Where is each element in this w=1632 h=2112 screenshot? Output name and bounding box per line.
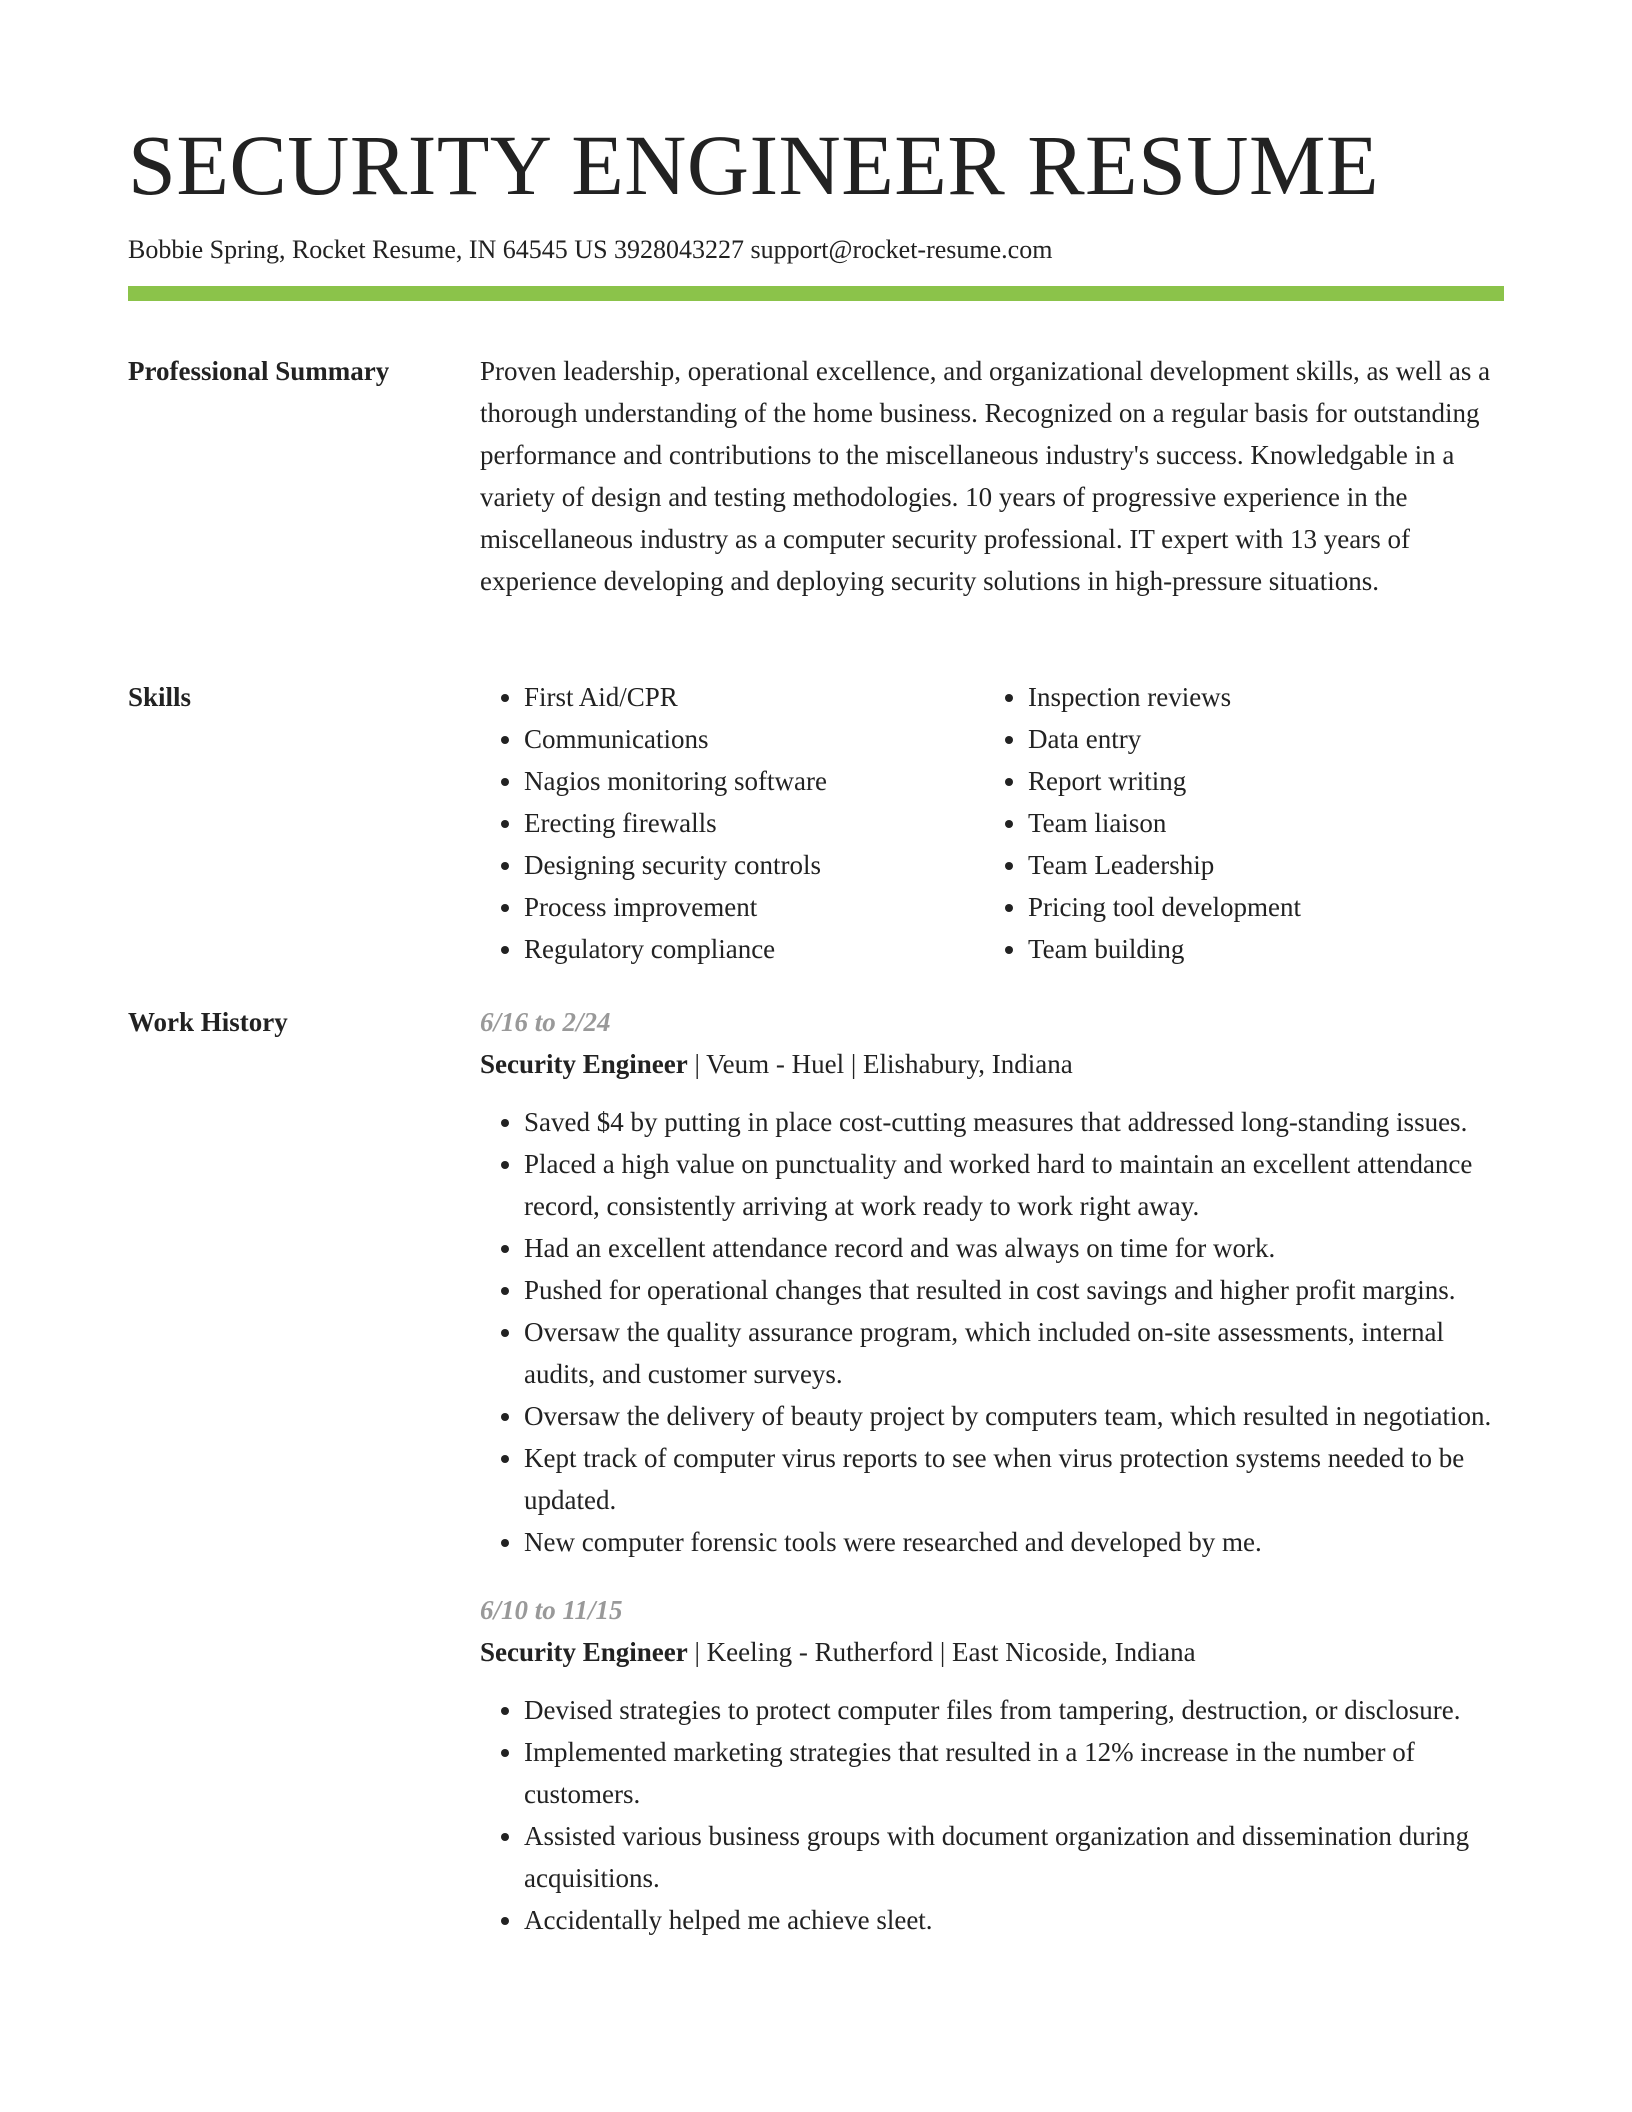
skills-list-left [480, 676, 984, 970]
skill-item: • Designing security controls [524, 844, 984, 886]
skill-item: • Team building [1028, 928, 1488, 970]
contact-line: Bobbie Spring, Rocket Resume, IN 64545 US 3928043227 support@rocket-resume.com [128, 235, 1053, 264]
resume-title: SECURITY ENGINEER RESUME [128, 117, 1380, 213]
job-bullet: • Implemented marketing strategies that resulted in a 12% increase in the number of customers. [524, 1731, 1504, 1815]
skill-item: • Team liaison [1028, 802, 1488, 844]
job-bullet-list [480, 1101, 1504, 1563]
skill-item: • Erecting firewalls [524, 802, 984, 844]
job-bullet: • Oversaw the delivery of beauty project by computers team, which resulted in negotiation. [524, 1395, 1504, 1437]
job-bullet: • Kept track of computer virus reports to see when virus protection systems needed to be updated. [524, 1437, 1504, 1521]
job-dates: 6/10 to 11/15 [480, 1595, 623, 1625]
job-bullet: • Accidentally helped me achieve sleet. [524, 1899, 1504, 1941]
job-title-line [480, 1043, 1504, 1085]
job-bullet: • Oversaw the quality assurance program, which included on-site assessments, internal audits, and customer surveys. [524, 1311, 1504, 1395]
job-employer-details: | Veum - Huel | Elishabury, Indiana [687, 1049, 1073, 1079]
accent-divider [128, 286, 1504, 301]
summary-text: Proven leadership, operational excellence, and organizational development skills, as well as a thorough understanding of the home business. Recognized on a regular basis for outstanding performance and contributions to the miscellaneous industry's success. Knowledgable in a variety of design and testing methodologies. 10 years of progressive experience in the miscellaneous industry as a computer security professional. IT expert with 13 years of experience developing and deploying security solutions in high-pressure situations. [480, 356, 1491, 596]
job-bullet: • Devised strategies to protect computer files from tampering, destruction, or disclosure. [524, 1689, 1504, 1731]
skill-item: • Team Leadership [1028, 844, 1488, 886]
skill-item: • Communications [524, 718, 984, 760]
skill-item: • Nagios monitoring software [524, 760, 984, 802]
skill-item: • Process improvement [524, 886, 984, 928]
skill-item: • Pricing tool development [1028, 886, 1488, 928]
skill-item: • Inspection reviews [1028, 676, 1488, 718]
work-history-label: Work History [128, 1007, 288, 1037]
skills-list-right [984, 676, 1488, 970]
skill-item: • Regulatory compliance [524, 928, 984, 970]
job-title-line [480, 1631, 1504, 1673]
summary-body [480, 350, 1504, 602]
skill-item: • First Aid/CPR [524, 676, 984, 718]
job-bullet: • Had an excellent attendance record and was always on time for work. [524, 1227, 1504, 1269]
job-bullet: • Placed a high value on punctuality and worked hard to maintain an excellent attendance record, consistently arriving at work ready to work right away. [524, 1143, 1504, 1227]
job-title: Security Engineer [480, 1049, 688, 1079]
job-entry [480, 1589, 1504, 1941]
job-bullet-list [480, 1689, 1504, 1941]
job-employer-details: | Keeling - Rutherford | East Nicoside, Indiana [687, 1637, 1196, 1667]
job-bullet: • Saved $4 by putting in place cost-cutting measures that addressed long-standing issues. [524, 1101, 1504, 1143]
skills-body [480, 676, 1504, 970]
job-bullet: • Assisted various business groups with document organization and dissemination during acquisitions. [524, 1815, 1504, 1899]
job-title: Security Engineer [480, 1637, 688, 1667]
job-bullet: • New computer forensic tools were researched and developed by me. [524, 1521, 1504, 1563]
skill-item: • Report writing [1028, 760, 1488, 802]
job-bullet: • Pushed for operational changes that resulted in cost savings and higher profit margins. [524, 1269, 1504, 1311]
job-entry [480, 1001, 1504, 1563]
job-dates: 6/16 to 2/24 [480, 1007, 611, 1037]
skills-label: Skills [128, 682, 192, 712]
skills-columns [480, 676, 1504, 970]
summary-label: Professional Summary [128, 356, 390, 386]
skill-item: • Data entry [1028, 718, 1488, 760]
work-history-body [480, 1001, 1504, 1967]
